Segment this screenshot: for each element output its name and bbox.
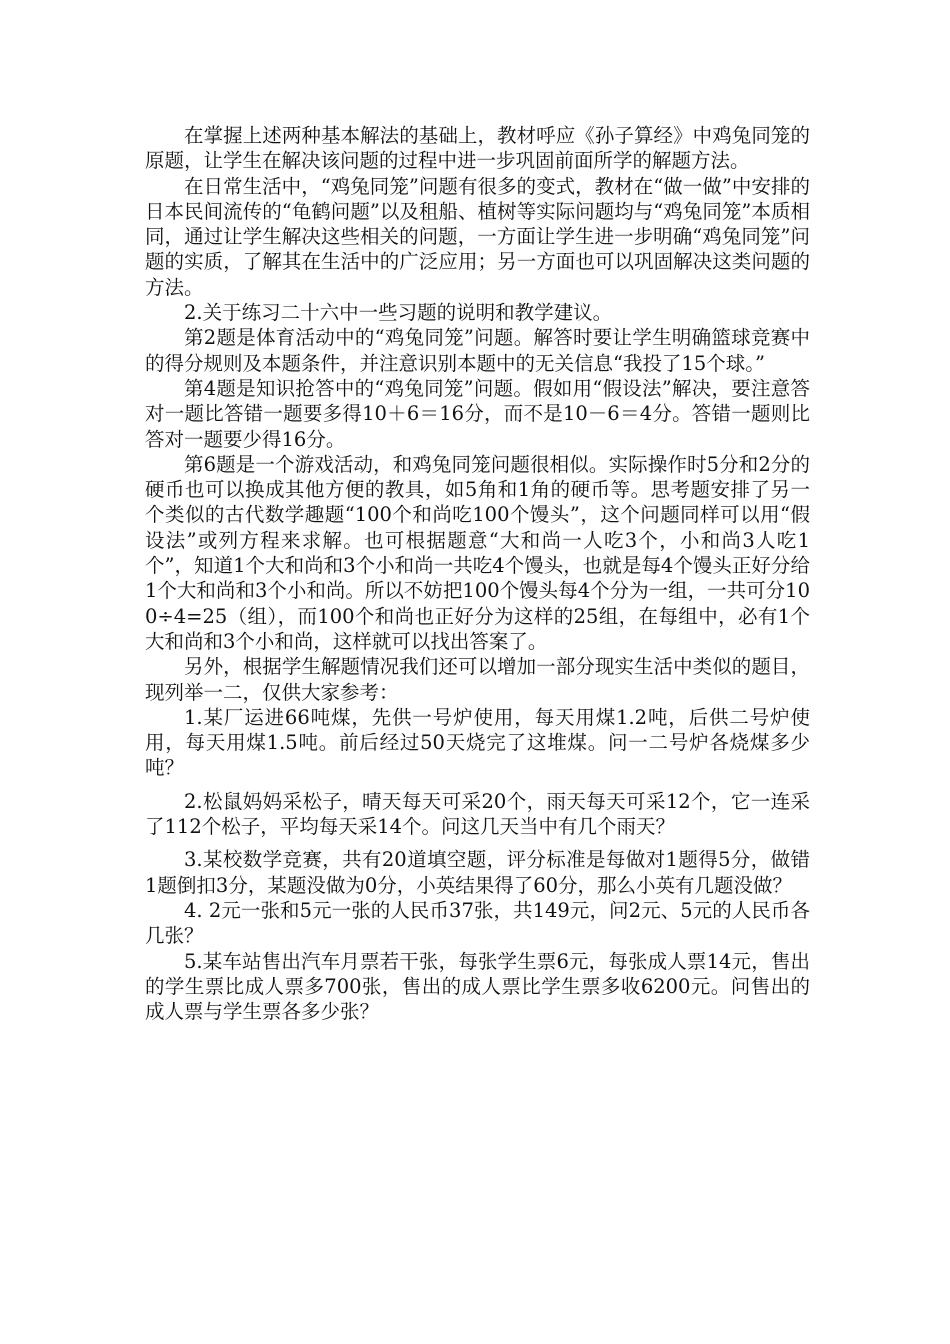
document-body: [145, 123, 810, 1024]
paragraph: 另外，根据学生解题情况我们还可以增加一部分现实生活中类似的题目，现列举一二，仅供大家参考：: [145, 655, 810, 704]
exercise-item: 3.某校数学竞赛，共有20道填空题，评分标准是每做对1题得5分，做错1题倒扣3分，某题没做为0分，小英结果得了60分，那么小英有几题没做？: [145, 848, 810, 897]
exercise-item: 4. 2元一张和5元一张的人民币37张，共149元，问2元、5元的人民币各几张？: [145, 898, 810, 948]
paragraph: 在日常生活中，“鸡兔同笼”问题有很多的变式，教材在“做一做”中安排的日本民间流传的“龟鹤问题”以及租船、植树等实际问题均与“鸡兔同笼”本质相同，通过让学生解决这些相关的问题，一方面让学生进一步明确“鸡兔同笼”问题的实质，了解其在生活中的广泛应用；另一方面也可以巩固解决这类问题的方法。: [145, 174, 810, 299]
paragraph: 2.关于练习二十六中一些习题的说明和教学建议。: [184, 301, 613, 325]
exercise-item: 1.某厂运进66吨煤，先供一号炉使用，每天用煤1.2吨，后供二号炉使用，每天用煤1.5吨。前后经过50天烧完了这堆煤。问一二号炉各烧煤多少吨？: [145, 705, 810, 780]
paragraph: 在掌握上述两种基本解法的基础上，教材呼应《孙子算经》中鸡兔同笼的原题，让学生在解决该问题的过程中进一步巩固前面所学的解题方法。: [145, 124, 810, 173]
exercise-item: 2.松鼠妈妈采松子，晴天每天可采20个，雨天每天可采12个，它一连采了112个松子，平均每天采14个。问这几天当中有几个雨天？: [145, 789, 810, 839]
paragraph: 第2题是体育活动中的“鸡兔同笼”问题。解答时要让学生明确篮球竞赛中的得分规则及本题条件，并注意识别本题中的无关信息“我投了15个球。”: [145, 326, 810, 375]
paragraph: 第6题是一个游戏活动，和鸡兔同笼问题很相似。实际操作时5分和2分的硬币也可以换成其他方便的教具，如5角和1角的硬币等。思考题安排了另一个类似的古代数学趣题“100个和尚吃100个馒头”，这个问题同样可以用“假设法”或列方程来求解。也可根据题意“大和尚一人吃3个，小和尚3人吃1个”，知道1个大和尚和3个小和尚一共吃4个馒头，也就是每4个馒头正好分给1个大和尚和3个小和尚。所以不妨把100个馒头每4个分为一组，一共可分100÷4=25（组），而100个和尚也正好分为这样的25组，在每组中，必有1个大和尚和3个小和尚，这样就可以找出答案了。: [145, 452, 810, 653]
exercise-item: 5.某车站售出汽车月票若干张，每张学生票6元，每张成人票14元，售出的学生票比成人票多700张，售出的成人票比学生票多收6200元。问售出的成人票与学生票各多少张？: [145, 949, 810, 1024]
paragraph: 第4题是知识抢答中的“鸡兔同笼”问题。假如用“假设法”解决，要注意答对一题比答错一题要多得10＋6＝16分，而不是10－6＝4分。答错一题则比答对一题要少得16分。: [145, 376, 810, 451]
